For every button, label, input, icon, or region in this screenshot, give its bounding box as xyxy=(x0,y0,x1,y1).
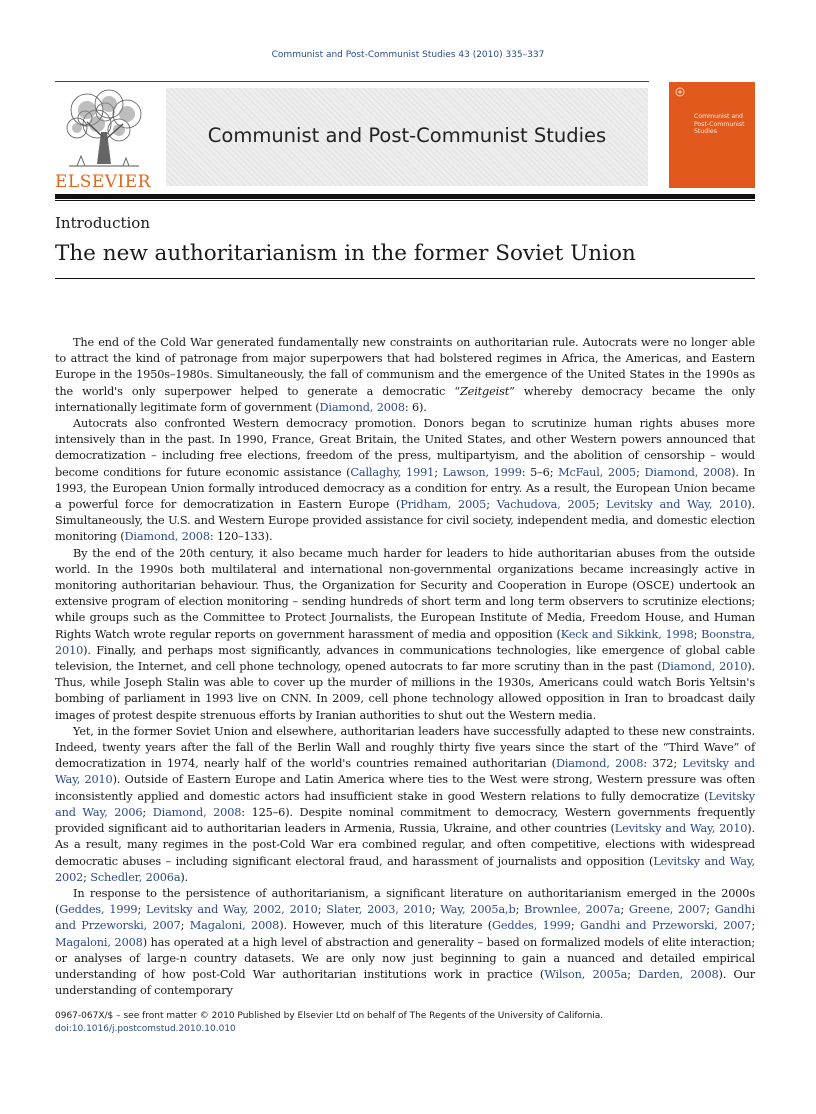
reference-link[interactable]: Levitsky and Way, 2006 xyxy=(55,789,755,819)
reference-link[interactable]: Diamond, 2008 xyxy=(152,805,242,819)
reference-link[interactable]: Pridham, 2005 xyxy=(400,498,487,512)
text-run: The end of the Cold War generated fundamentally new constraints on authoritarian rule. Autocrats were no longer able to attract the kind of patronage from major superpowers that had bolstered regimes in Africa, the Americas, and Eastern Europe in the 1950s–1980s. Simultaneously, the fall of communism and the emergence of the United States in the 1990s as the world's only superpower helped to generate a democratic “ xyxy=(55,336,755,398)
text-run: ; xyxy=(431,903,441,917)
reference-link[interactable]: Darden, 2008 xyxy=(638,967,719,981)
text-run: By the end of the 20th century, it also became much harder for leaders to hide authoritarian abuses from the outside world. In the 1990s both multilateral and international non-governmental organizations became increasingly active in monitoring authoritarian behaviour. Thus, the Organization for Security and Cooperation in Europe (OSCE) undertook an extensive program of election monitoring – sending hundreds of short term and long term observers to scrutinize elections; while groups such as the Committee to Protect Journalists, the European Institute of Media, Freedom House, and Human Rights Watch wrote regular reports on government harassment of media and opposition ( xyxy=(55,546,755,641)
reference-link[interactable]: Diamond, 2008 xyxy=(319,400,405,414)
paragraph xyxy=(55,886,755,999)
text-run: : 372; xyxy=(643,757,683,771)
text-run: ; xyxy=(137,903,146,917)
reference-link[interactable]: Levitsky and Way, 2010 xyxy=(55,757,755,787)
reference-link[interactable]: Greene, 2007 xyxy=(628,903,707,917)
text-run: ” whereby democracy became the only internationally legitimate form of government ( xyxy=(55,384,755,414)
section-label: Introduction xyxy=(55,214,150,232)
text-run: ; xyxy=(751,919,755,933)
reference-link[interactable]: Diamond, 2008 xyxy=(644,465,732,479)
text-run: ; xyxy=(142,805,153,819)
text-run: ). xyxy=(180,870,189,884)
text-run: ). However, much of this literature ( xyxy=(279,919,492,933)
footer-note xyxy=(55,1010,755,1036)
reference-link[interactable]: Slater, 2003, 2010 xyxy=(326,903,432,917)
journal-title: Communist and Post-Communist Studies xyxy=(207,124,607,147)
publisher-logo[interactable] xyxy=(55,88,155,190)
article-body xyxy=(55,335,755,999)
reference-link[interactable]: Levitsky and Way, 2010 xyxy=(614,822,748,836)
reference-link[interactable]: Diamond, 2010 xyxy=(661,660,748,674)
publisher-name: ELSEVIER xyxy=(55,172,151,192)
text-run: ). Simultaneously, the U.S. and Western Europe provided assistance for civil society, independent media, and domestic election monitoring ( xyxy=(55,498,755,544)
cover-title-line: Post-Communist xyxy=(694,120,745,128)
reference-link[interactable]: Magaloni, 2008 xyxy=(189,919,280,933)
doi-link[interactable]: doi:10.1016/j.postcomstud.2010.10.010 xyxy=(55,1024,236,1034)
reference-link[interactable]: Lawson, 1999 xyxy=(442,465,522,479)
text-run: ). In 1993, the European Union formally introduced democracy as a condition for entry. As a result, the European Union became a powerful force for democratization in Eastern Europe ( xyxy=(55,465,755,512)
text-run: ; xyxy=(515,903,525,917)
text-run: ; xyxy=(570,919,580,933)
text-run: ). As a result, many regimes in the post-Cold War era combined regular, and often competitive, elections with widespread democratic abuses – including significant electoral fraud, and harassment of journalists and opposition ( xyxy=(55,822,755,868)
reference-link[interactable]: Diamond, 2008 xyxy=(124,530,210,544)
text-run: ). Our understanding of contemporary xyxy=(55,967,755,998)
text-run: ). Outside of Eastern Europe and Latin America where ties to the West were strong, Western pressure was often inconsistently applied and domestic actors had insufficient stake in good Western relations to fully democratize ( xyxy=(55,773,755,803)
cover-emblem-icon xyxy=(675,87,685,97)
reference-link[interactable]: Geddes, 1999 xyxy=(59,903,138,917)
text-run: : 5–6; xyxy=(521,465,559,479)
cover-title xyxy=(694,113,752,136)
text-run: ; xyxy=(636,465,645,479)
paragraph xyxy=(55,416,755,546)
reference-link[interactable]: Geddes, 1999 xyxy=(492,919,571,933)
reference-link[interactable]: Keck and Sikkink, 1998 xyxy=(560,627,694,641)
text-run: ; xyxy=(693,627,702,641)
elsevier-tree-icon xyxy=(57,88,151,172)
paragraph xyxy=(55,724,755,886)
copyright-line: 0967-067X/$ – see front matter © 2010 Published by Elsevier Ltd on behalf of The Regents of the University of California. xyxy=(55,1011,604,1021)
paragraph xyxy=(55,546,755,724)
reference-link[interactable]: Diamond, 2008 xyxy=(555,757,644,771)
text-run: ; xyxy=(595,498,607,512)
text-run: ; xyxy=(317,903,327,917)
text-run: ; xyxy=(434,465,443,479)
paragraph xyxy=(55,335,755,416)
text-run: In response to the persistence of authoritarianism, a significant literature on authoritarianism emerged in the 2000s ( xyxy=(55,886,755,917)
journal-cover-thumbnail[interactable] xyxy=(669,82,755,188)
text-run: ; xyxy=(627,967,639,981)
text-run: : 6). xyxy=(404,400,427,414)
title-rule xyxy=(55,278,755,279)
article-title: The new authoritarianism in the former Soviet Union xyxy=(55,241,636,266)
reference-link[interactable]: Gandhi and Przeworski, 2007 xyxy=(579,919,752,933)
reference-link[interactable]: Levitsky and Way, 2002 xyxy=(55,854,755,884)
journal-citation[interactable]: Communist and Post-Communist Studies 43 (2010) 335–337 xyxy=(271,50,545,60)
cover-title-line: Studies xyxy=(694,128,717,135)
text-run: ). Finally, and perhaps most significantly, advances in communications technologies, like emergence of global cable television, the Internet, and cell phone technology, opened autocrats to far more scrutiny than in the past ( xyxy=(55,643,755,674)
text-run: ; xyxy=(486,498,497,512)
masthead-rule xyxy=(55,81,649,82)
text-run: : 120–133). xyxy=(209,530,273,544)
journal-banner[interactable] xyxy=(166,88,648,186)
text-run: ; xyxy=(706,903,715,917)
reference-link[interactable]: Magaloni, 2008 xyxy=(55,935,143,949)
reference-link[interactable]: Vachudova, 2005 xyxy=(496,498,596,512)
reference-link[interactable]: Brownlee, 2007a xyxy=(524,903,621,917)
reference-link[interactable]: Schedler, 2006a xyxy=(90,870,181,884)
text-run: : 125–6). Despite nominal commitment to democracy, Western governments frequently provided significant aid to authoritarian leaders in Armenia, Russia, Ukraine, and other countries ( xyxy=(55,805,755,836)
cover-title-line: Communist and xyxy=(694,113,743,120)
text-run: ; xyxy=(83,870,91,884)
text-run: ) has operated at a high level of abstraction and generality – based on formalized models of elite interaction; or analyses of large-n country datasets. We are only now just beginning to gain a nuanced and detailed empirical understanding of how post-Cold War authoritarian institutions work in practice ( xyxy=(55,935,756,981)
text-run: Autocrats also confronted Western democracy promotion. Donors began to scrutinize human rights abuses more intensively than in the past. In 1990, France, Great Britain, the United States, and other Western powers announced that democratization – including free elections, freedom of the press, multipartyism, and the abolition of censorship – would become conditions for future economic assistance ( xyxy=(55,417,755,479)
reference-link[interactable]: Gandhi and Przeworski, 2007 xyxy=(55,903,755,933)
reference-link[interactable]: Levitsky and Way, 2010 xyxy=(606,498,748,512)
text-run: ; xyxy=(620,903,629,917)
reference-link[interactable]: Callaghy, 1991 xyxy=(350,465,435,479)
reference-link[interactable]: Way, 2005a,b xyxy=(440,903,516,917)
reference-link[interactable]: Levitsky and Way, 2002, 2010 xyxy=(145,903,318,917)
header-thick-rule xyxy=(55,194,755,199)
header-thin-rule xyxy=(55,200,755,201)
text-run: Yet, in the former Soviet Union and elsewhere, authoritarian leaders have successfully adapted to these new constraints. Indeed, twenty years after the fall of the Berlin Wall and roughly thirty five years since the start of the “Third Wave” of democratization in 1974, nearly half of the world's countries remained authoritarian ( xyxy=(55,724,755,771)
text-run: ). Thus, while Joseph Stalin was able to cover up the murder of millions in the 1930s, Americans could watch Boris Yeltsin's bombing of parliament in 1993 live on CNN. In 2009, cell phone technology allowed opposition in Iran to broadcast daily images of protest despite strenuous efforts by Iranian authorities to shut out the Western media. xyxy=(55,660,755,722)
reference-link[interactable]: McFaul, 2005 xyxy=(558,465,637,479)
reference-link[interactable]: Boonstra, 2010 xyxy=(55,627,755,657)
italic-term: Zeitgeist xyxy=(459,384,510,398)
text-run: ; xyxy=(180,919,190,933)
reference-link[interactable]: Wilson, 2005a xyxy=(544,967,628,981)
